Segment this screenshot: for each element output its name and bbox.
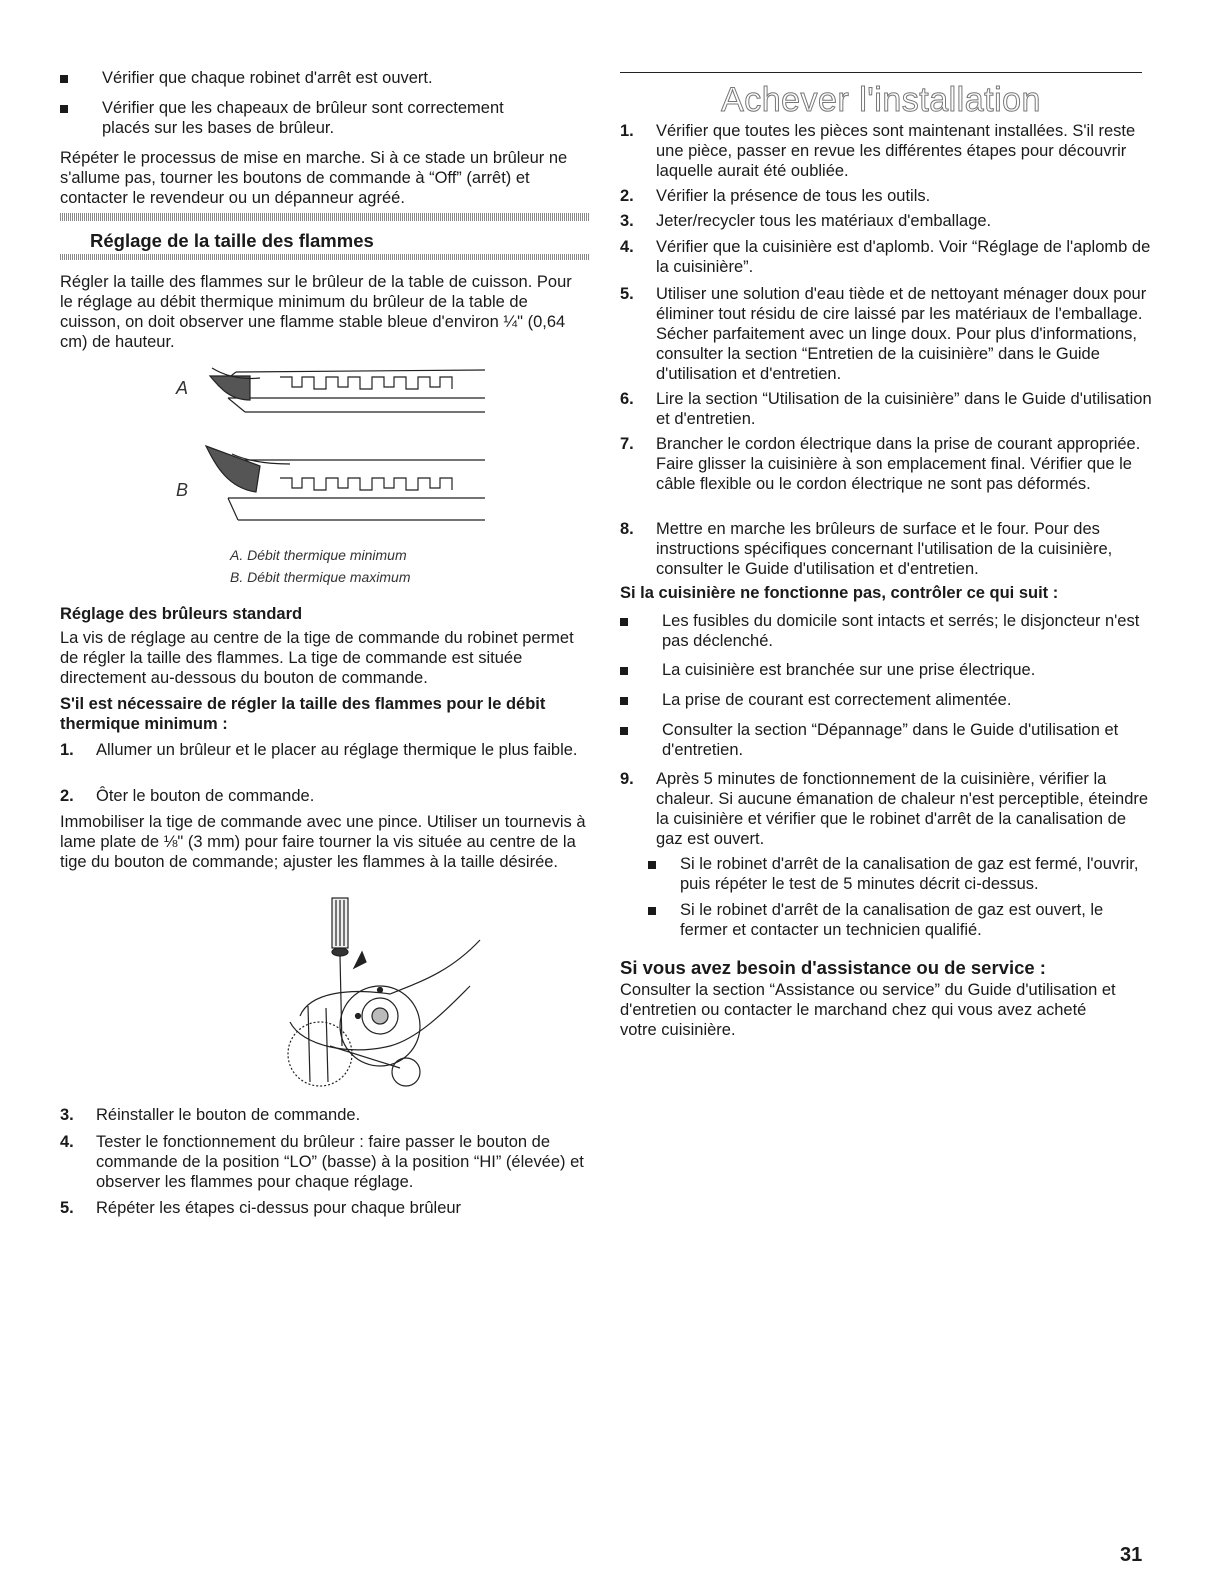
step-number: 6. xyxy=(620,390,634,408)
paragraph: Répéter le processus de mise en marche. Si à ce stade un brûleur ne s'allume pas, tourner les boutons de commande à “Off” (arrêt) et contacter le revendeur ou un dépanneur agréé. xyxy=(60,149,568,207)
figure-caption: A. Débit thermique minimum xyxy=(230,547,407,563)
step-number: 1. xyxy=(620,122,634,140)
step-text: Après 5 minutes de fonctionnement de la cuisinière, vérifier la chaleur. Si aucune émanation de chaleur n'est perceptible, éteindre la cuisinière et vérifier que le robinet d'arrêt de la canalisation de gaz est ouvert. xyxy=(656,770,1149,848)
subsection-title: Si vous avez besoin d'assistance ou de service : xyxy=(620,957,1046,978)
step-text: Ôter le bouton de commande. xyxy=(96,787,315,805)
step-number: 9. xyxy=(620,770,634,788)
list-item xyxy=(620,434,1156,494)
bullet-item: La prise de courant est correctement alimentée. xyxy=(620,690,1142,710)
step-text: Tester le fonctionnement du brûleur : faire passer le bouton de commande de la position “LO” (basse) à la position “HI” (élevée) et observer les flammes pour chaque réglage. xyxy=(96,1133,584,1191)
divider xyxy=(620,72,1142,73)
step-number: 3. xyxy=(60,1106,74,1124)
paragraph: Régler la taille des flammes sur le brûleur de la table de cuisson. Pour le réglage au débit thermique minimum du brûleur de la table de cuisson, on doit observer une flamme stable bleue d'environ ¼" (0,64 cm) de hauteur. xyxy=(60,273,572,351)
figure-label-b: B xyxy=(176,480,189,500)
step-text: Allumer un brûleur et le placer au réglage thermique le plus faible. xyxy=(96,741,578,759)
paragraph: Immobiliser la tige de commande avec une pince. Utiliser un tournevis à lame plate de ⅛" (3 mm) pour faire tourner la vis située au centre de la tige du bouton de commande; ajuster les flammes à la taille désirée. xyxy=(60,813,586,871)
list-item xyxy=(620,389,1156,429)
figure-caption: B. Débit thermique maximum xyxy=(230,569,411,585)
list-item xyxy=(620,121,1156,181)
step-number: 2. xyxy=(60,787,74,805)
burner-flame-illustration xyxy=(60,356,590,526)
screwdriver-adjustment-illustration xyxy=(230,896,500,1096)
bullet-item: Si le robinet d'arrêt de la canalisation de gaz est fermé, l'ouvrir, puis répéter le test de 5 minutes décrit ci-dessus. xyxy=(620,854,1142,894)
step-text: Mettre en marche les brûleurs de surface et le four. Pour des instructions spécifiques concernant l'utilisation de la cuisinière, consulter le Guide d'utilisation et d'entretien. xyxy=(656,520,1113,578)
step-text: Utiliser une solution d'eau tiède et de nettoyant ménager doux pour éliminer tout résidu de cire laissé par les matériaux de l'emballage. Sécher parfaitement avec un linge doux. Pour plus d'informations, consulter la section “Entretien de la cuisinière” dans le Guide d'utilisation et d'entretien. xyxy=(656,285,1147,383)
list-item xyxy=(60,1132,596,1192)
step-number: 3. xyxy=(620,212,634,230)
list-item xyxy=(620,211,1156,231)
list-item xyxy=(620,237,1156,277)
bullet-item: Vérifier que chaque robinet d'arrêt est ouvert. xyxy=(60,68,590,88)
divider xyxy=(60,254,590,260)
step-text: Brancher le cordon électrique dans la prise de courant appropriée. Faire glisser la cuisinière à son emplacement final. Vérifier que le câble flexible ou le cordon électrique ne sont pas déformés. xyxy=(656,435,1141,493)
step-number: 5. xyxy=(60,1199,74,1217)
paragraph: La vis de réglage au centre de la tige de commande du robinet permet de régler la taille des flammes. La tige de commande est située directement au-dessous du bouton de commande. xyxy=(60,629,574,687)
subsection-title: Réglage des brûleurs standard xyxy=(60,605,303,623)
paragraph: Consulter la section “Assistance ou service” du Guide d'utilisation et d'entretien ou contacter le marchand chez qui vous avez acheté votre cuisinière. xyxy=(620,981,1116,1039)
step-text: Répéter les étapes ci-dessus pour chaque brûleur xyxy=(96,1199,462,1217)
list-item xyxy=(620,186,1156,206)
list-item xyxy=(60,1198,596,1218)
list-item xyxy=(620,284,1156,384)
step-text: Vérifier que la cuisinière est d'aplomb. Voir “Réglage de l'aplomb de la cuisinière”. xyxy=(656,238,1151,276)
bullet-item: Consulter la section “Dépannage” dans le Guide d'utilisation et d'entretien. xyxy=(620,720,1142,760)
page-number: 31 xyxy=(1120,1544,1143,1566)
step-number: 4. xyxy=(60,1133,74,1151)
step-number: 5. xyxy=(620,285,634,303)
bullet-item: Les fusibles du domicile sont intacts et serrés; le disjoncteur n'est pas déclenché. xyxy=(620,611,1142,651)
list-item xyxy=(60,786,596,806)
step-text: Vérifier la présence de tous les outils. xyxy=(656,187,931,205)
bullet-item: La cuisinière est branchée sur une prise électrique. xyxy=(620,660,1142,680)
subsection-title: Si la cuisinière ne fonctionne pas, contrôler ce qui suit : xyxy=(620,584,1059,602)
section-title: Réglage de la taille des flammes xyxy=(90,230,374,251)
step-text: Lire la section “Utilisation de la cuisinière” dans le Guide d'utilisation et d'entretien. xyxy=(656,390,1152,428)
step-text: Vérifier que toutes les pièces sont maintenant installées. S'il reste une pièce, passer en revue les différentes étapes pour découvrir laquelle aurait été oubliée. xyxy=(656,122,1136,180)
step-number: 8. xyxy=(620,520,634,538)
list-item xyxy=(620,769,1156,849)
step-number: 1. xyxy=(60,741,74,759)
figure-label-a: A xyxy=(176,378,189,398)
divider xyxy=(60,213,590,221)
flame-figure xyxy=(60,356,590,526)
step-number: 2. xyxy=(620,187,634,205)
bullet-item: Si le robinet d'arrêt de la canalisation de gaz est ouvert, le fermer et contacter un technicien qualifié. xyxy=(620,900,1142,940)
step-text: Réinstaller le bouton de commande. xyxy=(96,1106,361,1124)
bullet-item: Vérifier que les chapeaux de brûleur sont correctement placés sur les bases de brûleur. xyxy=(60,98,552,138)
subsection-title: S'il est nécessaire de régler la taille des flammes pour le débit thermique minimum : xyxy=(60,695,546,733)
list-item xyxy=(620,519,1156,579)
page-title: Achever l'installation xyxy=(721,81,1041,119)
list-item xyxy=(60,1105,596,1125)
step-number: 4. xyxy=(620,238,634,256)
step-text: Jeter/recycler tous les matériaux d'emballage. xyxy=(656,212,992,230)
step-number: 7. xyxy=(620,435,634,453)
list-item xyxy=(60,740,596,760)
